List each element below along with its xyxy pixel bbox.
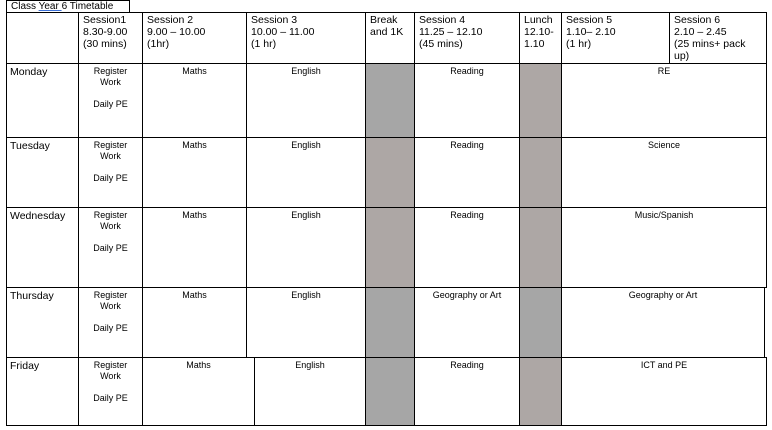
monday-afternoon: RE [561,63,767,138]
header-session5: Session 5 1.10– 2.10 (1 hr) [561,12,670,64]
register-label: Register [93,210,128,220]
header-session6: Session 6 2.10 – 2.45 (25 mins+ pack up) [669,12,767,64]
thursday-session4: Geography or Art [414,287,520,358]
tuesday-session2: Maths [142,137,247,208]
header-session2: Session 2 9.00 – 10.00 (1hr) [142,12,247,64]
timetable-title [6,0,130,12]
register-label: Register [93,140,128,150]
tuesday-afternoon: Science [561,137,767,208]
title-prefix: Class [11,1,39,12]
register-monday [78,63,143,138]
daily-pe-label: Daily PE [93,243,128,253]
tuesday-lunch [519,137,562,208]
work-label: Work [100,301,121,311]
header-session1: Session1 8.30-9.00 (30 mins) [78,12,143,64]
tuesday-break [365,137,415,208]
register-tuesday [78,137,143,208]
wednesday-afternoon: Music/Spanish [561,207,767,288]
header-day-column [6,12,79,64]
wednesday-break [365,207,415,288]
monday-session4: Reading [414,63,520,138]
friday-session2: Maths [142,357,255,426]
thursday-session2: Maths [142,287,247,358]
register-label: Register [93,66,128,76]
day-monday: Monday [6,63,79,138]
header-session4: Session 4 11.25 – 12.10 (45 mins) [414,12,520,64]
monday-session3: English [246,63,366,138]
work-label: Work [100,77,121,87]
daily-pe-label: Daily PE [93,99,128,109]
day-tuesday: Tuesday [6,137,79,208]
thursday-break [365,287,415,358]
wednesday-session2: Maths [142,207,247,288]
register-friday [78,357,143,426]
friday-afternoon: ICT and PE [561,357,767,426]
thursday-session3: English [246,287,366,358]
wednesday-lunch [519,207,562,288]
friday-lunch [519,357,562,426]
daily-pe-label: Daily PE [93,393,128,403]
thursday-afternoon: Geography or Art [561,287,765,358]
header-break: Break and 1K [365,12,415,64]
day-thursday: Thursday [6,287,79,358]
friday-session3: English [254,357,366,426]
work-label: Work [100,221,121,231]
register-label: Register [93,360,128,370]
header-session3: Session 3 10.00 – 11.00 (1 hr) [246,12,366,64]
tuesday-session4: Reading [414,137,520,208]
header-lunch: Lunch 12.10- 1.10 [519,12,562,64]
friday-session4: Reading [414,357,520,426]
thursday-lunch [519,287,562,358]
work-label: Work [100,371,121,381]
register-thursday [78,287,143,358]
daily-pe-label: Daily PE [93,173,128,183]
day-wednesday: Wednesday [6,207,79,288]
monday-lunch [519,63,562,138]
wednesday-session3: English [246,207,366,288]
monday-session2: Maths [142,63,247,138]
register-label: Register [93,290,128,300]
day-friday: Friday [6,357,79,426]
monday-break [365,63,415,138]
register-wednesday [78,207,143,288]
work-label: Work [100,151,121,161]
title-suffix: 6 Timetable [61,1,114,12]
title-underlined-word: Year [38,1,62,12]
friday-break [365,357,415,426]
daily-pe-label: Daily PE [93,323,128,333]
tuesday-session3: English [246,137,366,208]
wednesday-session4: Reading [414,207,520,288]
